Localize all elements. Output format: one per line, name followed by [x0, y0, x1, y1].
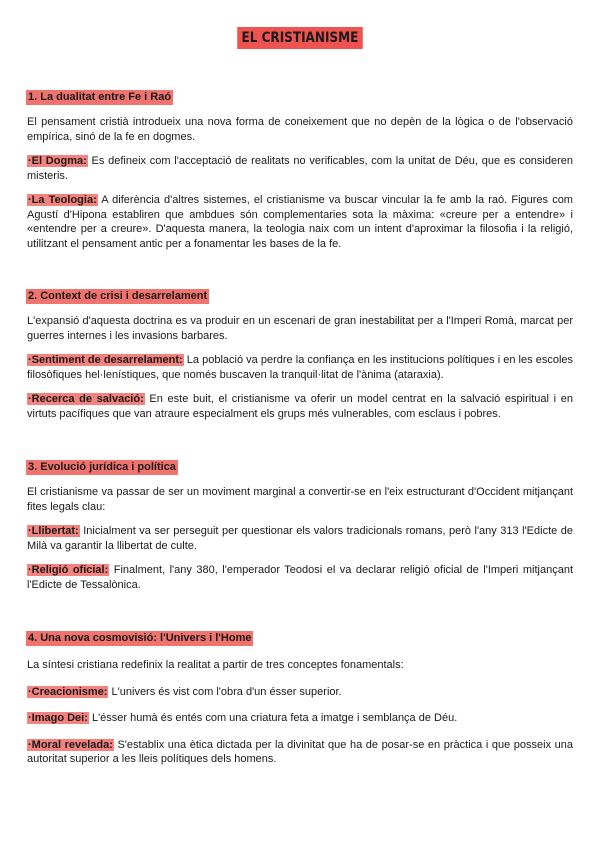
item-label: ·Creacionisme:	[28, 685, 108, 698]
item-text: En este buit, el cristianisme va oferir un model centrat en la salvació espiritual i en virtuts pacífiques que van atraure especialment els grups més vulnerables, com esclaus i pobres.	[27, 393, 573, 420]
section-item	[27, 738, 573, 767]
item-text: L'ésser humà és entés com una criatura feta a imatge i semblança de Déu.	[88, 712, 458, 724]
item-text: Es defineix com l'acceptació de realitats no verificables, com la unitat de Déu, que es consideren misteris.	[27, 155, 574, 182]
item-label: ·Sentiment de desarrelament:	[28, 354, 183, 366]
section-intro: La síntesi cristiana redefinix la realitat a partir de tres conceptes fonamentals:	[27, 659, 404, 671]
section-intro: L'expansió d'aquesta doctrina es va produir en un escenari de gran inestabilitat per a l'Imperi Romà, marcat per guerres internes i les invasions barbares.	[27, 315, 573, 342]
item-text: A diferència d'altres sistemes, el cristianisme va buscar vincular la fe amb la raó. Figures com Agustí d'Hipona establiren que ambdues són complementaries sota la màxima: «creure per a entendre» i «entendre per a creure». D'aquesta manera, la teologia naix com un intent d'aproximar la filosofia i la religió, utilitzant el pensament antic per a fonamentar les bases de la fe.	[27, 194, 573, 250]
item-label: ·Imago Dei:	[28, 712, 88, 724]
item-text: L'univers és vist com l'obra d'un ésser superior.	[108, 685, 342, 698]
item-label: ·Recerca de salvació:	[28, 393, 144, 405]
item-label: ·Religió oficial:	[28, 564, 109, 576]
item-text: Finalment, l'any 380, l'emperador Teodosi el va declarar religió oficial de l'Imperi mitjançant l'Edicte de Tessalònica.	[27, 564, 574, 591]
section-item	[27, 685, 573, 700]
section-item	[27, 353, 573, 382]
section-1	[27, 87, 573, 251]
section-item	[27, 563, 573, 592]
item-label: ·Llibertat:	[28, 525, 79, 537]
item-label: ·Moral revelada:	[28, 738, 113, 751]
section-3	[27, 457, 573, 592]
item-text: S'establix una ètica dictada per la divinitat que ha de posar-se en pràctica i que posseix una autoritat superior a les lleis polítiques dels homens.	[27, 738, 573, 765]
section-item	[27, 193, 573, 251]
item-label: ·El Dogma:	[28, 155, 87, 167]
section-item	[27, 711, 573, 726]
section-heading: 1. La dualitat entre Fe i Raó	[28, 91, 172, 103]
section-heading: 3. Evolució jurídica i política	[28, 461, 176, 473]
item-label: ·La Teologia:	[28, 194, 97, 206]
section-item	[27, 524, 573, 553]
section-heading: 2. Context de crisi i desarrelament	[28, 290, 208, 302]
section-item	[27, 392, 573, 421]
section-intro: El cristianisme va passar de ser un moviment marginal a convertir-se en l'eix estructurant d'Occident mitjançant fites legals clau:	[27, 486, 573, 513]
item-text: Inicialment va ser perseguit per questionar els valors tradicionals romans, però l'any 313 l'Edicte de Milà va garantir la llibertat de culte.	[27, 525, 573, 552]
section-4	[27, 628, 573, 767]
section-intro: El pensament cristià introdueix una nova forma de coneixement que no depèn de la lògica o de l'observació empírica, sinó de la fe en dogmes.	[27, 116, 573, 143]
section-heading: 4. Una nova cosmovisió: l'Univers i l'Home	[28, 632, 252, 644]
title-wrap	[0, 27, 600, 49]
item-text: La població va perdre la confiança en les institucions polítiques i en les escoles filosòfiques hel·lenístiques, que només buscaven la tranquil·litat de l'ànima (ataraxia).	[27, 354, 574, 381]
section-2	[27, 286, 573, 421]
page-title: EL CRISTIANISME	[237, 27, 362, 49]
section-item	[27, 154, 573, 183]
